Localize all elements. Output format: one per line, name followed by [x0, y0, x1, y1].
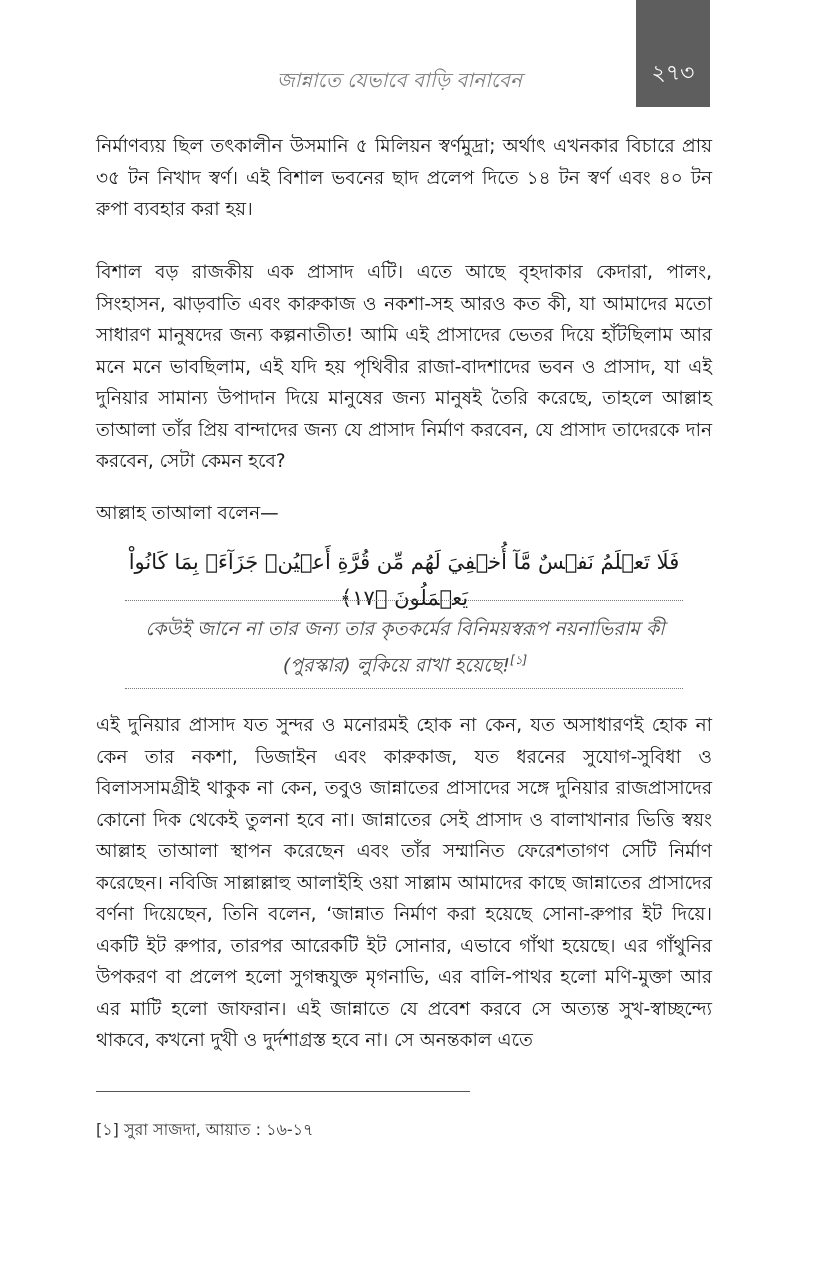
paragraph-2: বিশাল বড় রাজকীয় এক প্রাসাদ এটি। এতে আছে বৃহদাকার কেদারা, পালং, সিংহাসন, ঝাড়বাতি এবং কারুকাজ ও নকশা-সহ আরও কত কী, যা আমাদের মতো সাধারণ মানুষদের জন্য কল্পনাতীত! আমি এই প্রাসাদের ভেতর দিয়ে হাঁটছিলাম আর মনে মনে ভাবছিলাম, এই যদি হয় পৃথিবীর রাজা-বাদশাদের ভবন ও প্রাসাদ, যা এই দুনিয়ার সামান্য উপাদান দিয়ে মানুষের জন্য মানুষই তৈরি করেছে, তাহলে আল্লাহ তাআলা তাঁর প্রিয় বান্দাদের জন্য যে প্রাসাদ নির্মাণ করবেন, যে প্রাসাদ তাদেরকে দান করবেন, সেটা কেমন হবে? [96, 262, 712, 472]
footnote: [১] সুরা সাজদা, আয়াত : ১৬-১৭ [96, 1120, 314, 1139]
footnote-marker: [১] [510, 653, 528, 667]
verse-intro: আল্লাহ তাআলা বলেন— [96, 503, 279, 524]
paragraph-3: এই দুনিয়ার প্রাসাদ যত সুন্দর ও মনোরমই হোক না কেন, যত অসাধারণই হোক না কেন তার নকশা, ডিজাইন এবং কারুকাজ, যত ধরনের সুযোগ-সুবিধা ও বিলাসসামগ্রীই থাকুক না কেন, তবুও জান্নাতের প্রাসাদের সঙ্গে দুনিয়ার রাজপ্রাসাদের কোনো দিক থেকেই তুলনা হবে না। জান্নাতের সেই প্রাসাদ ও বালাখানার ভিত্তি স্বয়ং আল্লাহ তাআলা স্থাপন করেছেন এবং তাঁর সম্মানিত ফেরেশতাগণ সেটি নির্মাণ করেছেন। নবিজি সাল্লাল্লাহু আলাইহি ওয়া সাল্লাম আমাদের কাছে জান্নাতের প্রাসাদের বর্ণনা দিয়েছেন, তিনি বলেন, ‘জান্নাত নির্মাণ করা হয়েছে সোনা-রুপার ইট দিয়ে। একটি ইট রুপার, তারপর আরেকটি ইট সোনার, এভাবে গাঁথা হয়েছে। এর গাঁথুনির উপকরণ বা প্রলেপ হলো সুগন্ধযুক্ত মৃগনাভি, এর বালি-পাথর হলো মণি-মুক্তা আর এর মাটি হলো জাফরান। এই জান্নাতে যে প্রবেশ করবে সে অত্যন্ত সুখ-স্বাচ্ছন্দ্যে থাকবে, কখনো দুখী ও দুর্দশাগ্রস্ত হবে না। সে অনন্তকাল এতে [96, 715, 712, 1051]
verse-translation-text: কেউই জানে না তার জন্য তার কৃতকর্মের বিনিময়স্বরূপ নয়নাভিরাম কী (পুরস্কার) লুকিয়ে রাখা হয়েছে! [145, 618, 665, 677]
dotted-divider-top [125, 600, 683, 601]
footnote-divider [96, 1091, 470, 1092]
page-number: ২৭৩ [651, 61, 695, 86]
verse-translation [110, 614, 700, 681]
running-head-title: জান্নাতে যেভাবে বাড়ি বানাবেন [276, 68, 522, 92]
paragraph-1: নির্মাণব্যয় ছিল তৎকালীন উসমানি ৫ মিলিয়ন স্বর্ণমুদ্রা; অর্থাৎ এখনকার বিচারে প্রায় ৩৫ টন নিখাদ স্বর্ণ। এই বিশাল ভবনের ছাদ প্রলেপ দিতে ১৪ টন স্বর্ণ এবং ৪০ টন রুপা ব্যবহার করা হয়। [96, 136, 712, 220]
page-number-tab [636, 0, 710, 107]
quran-verse-arabic: فَلَا تَعۡلَمُ نَفۡسٌ مَّآ أُخۡفِيَ لَهُم مِّن قُرَّةِ أَعۡيُنٖ جَزَآءَۢ بِمَا كَانُواْ يَعۡمَلُونَ ﴿١٧﴾ [128, 550, 680, 610]
dotted-divider-bottom [125, 688, 683, 689]
